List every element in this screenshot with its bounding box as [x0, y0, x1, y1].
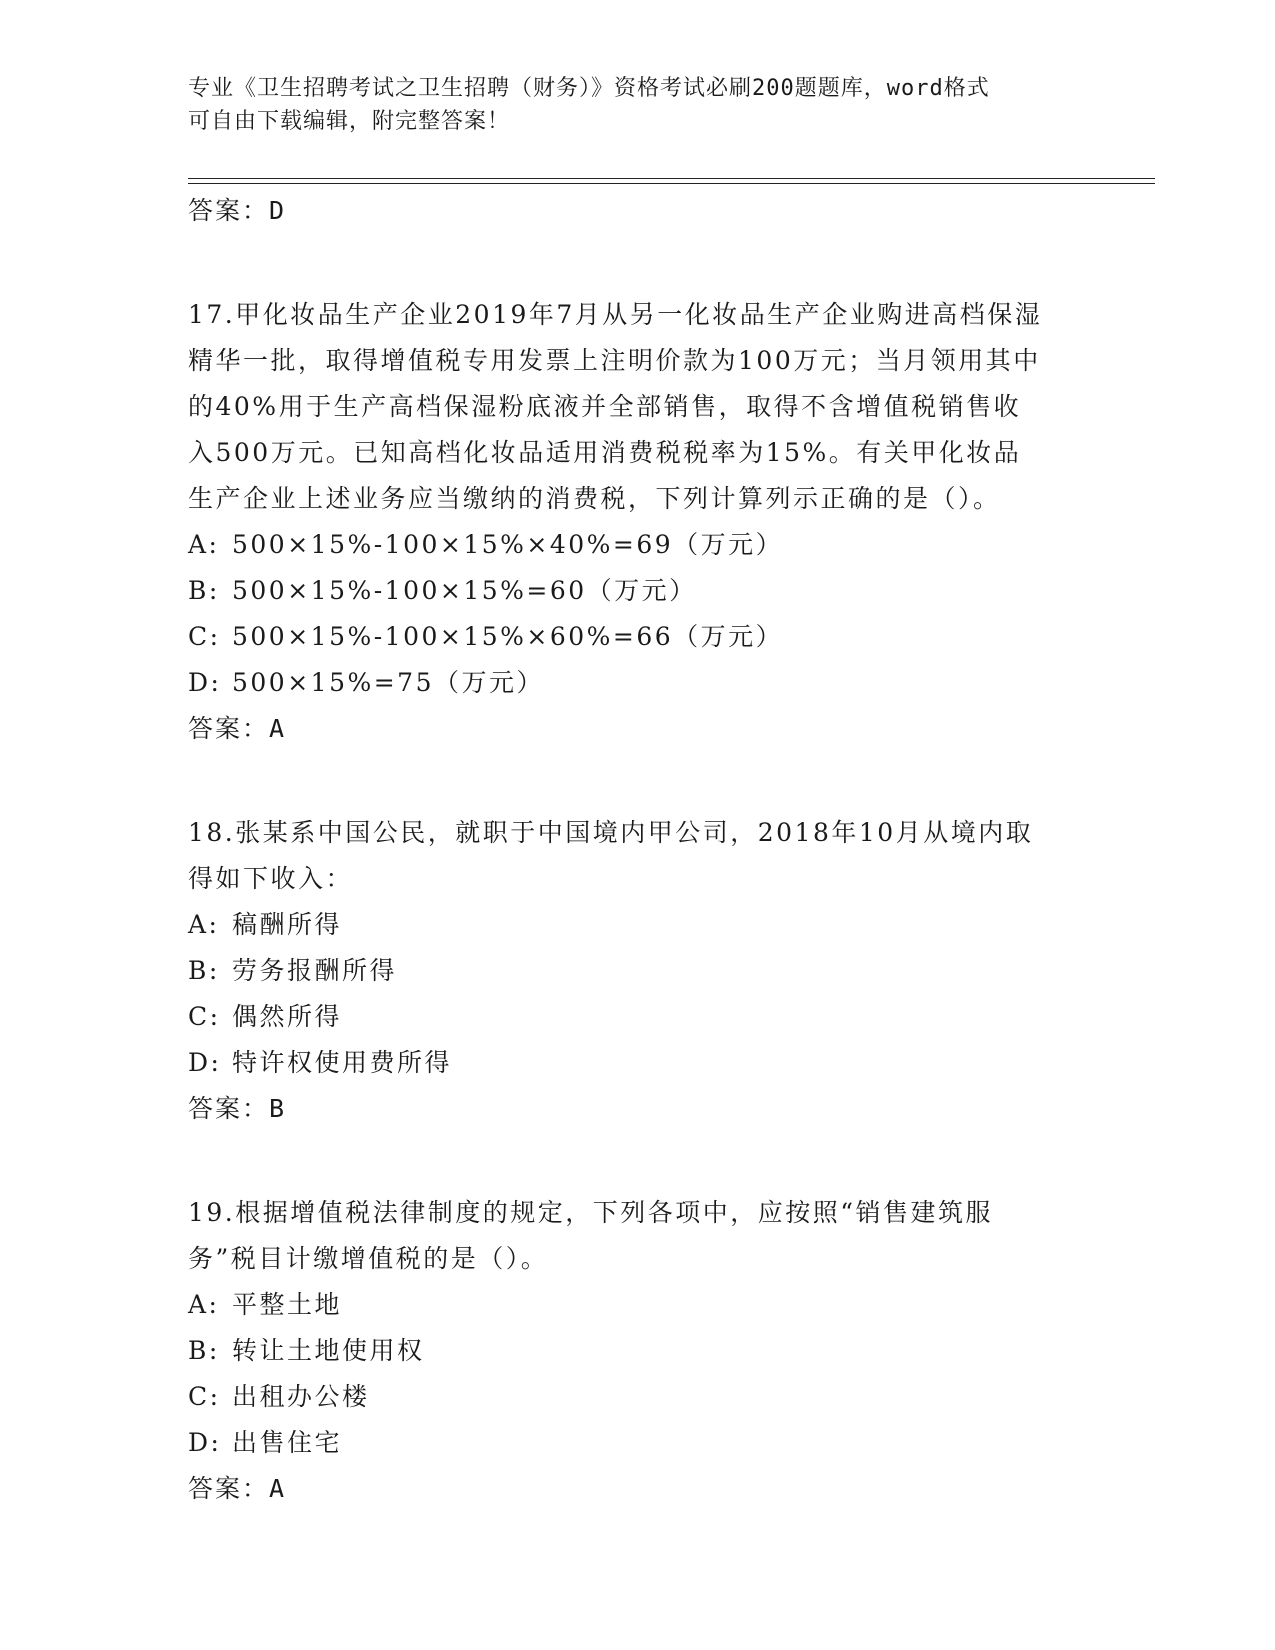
option-key: C:	[188, 622, 221, 651]
question-18	[188, 810, 1088, 1132]
header-line-2: 可自由下载编辑，附完整答案！	[188, 109, 511, 134]
option-d	[188, 660, 1088, 706]
option-key: C:	[188, 1002, 221, 1031]
option-text: 偶然所得	[232, 1002, 343, 1031]
option-key: B:	[188, 956, 220, 985]
option-key: D:	[188, 668, 222, 697]
option-text: 500×15%-100×15%×60%=66（万元）	[232, 622, 784, 651]
answer-line: 答案：B	[188, 1094, 287, 1123]
previous-answer: 答案：D	[188, 196, 287, 225]
option-b	[188, 1328, 1088, 1374]
question-content	[188, 188, 1088, 1512]
question-17	[188, 292, 1088, 752]
option-text: 特许权使用费所得	[232, 1048, 453, 1077]
question-19	[188, 1190, 1088, 1512]
document-header	[188, 72, 1088, 138]
option-text: 平整土地	[232, 1290, 343, 1319]
question-text: 17.甲化妆品生产企业2019年7月从另一化妆品生产企业购进高档保湿精华一批，取得增值税专用发票上注明价款为100万元；当月领用其中的40%用于生产高档保湿粉底液并全部销售，取得不含增值税销售收入500万元。已知高档化妆品适用消费税税率为15%。有关甲化妆品生产企业上述业务应当缴纳的消费税，下列计算列示正确的是（）。	[188, 300, 1043, 513]
option-a	[188, 902, 1088, 948]
option-key: A:	[188, 910, 220, 939]
option-key: D:	[188, 1428, 222, 1457]
option-key: C:	[188, 1382, 221, 1411]
option-c	[188, 614, 1088, 660]
header-divider-bottom	[188, 183, 1155, 184]
option-key: D:	[188, 1048, 222, 1077]
option-text: 500×15%=75（万元）	[232, 668, 544, 697]
option-d	[188, 1420, 1088, 1466]
header-divider-top	[188, 178, 1155, 179]
option-key: A:	[188, 530, 220, 559]
option-d	[188, 1040, 1088, 1086]
option-text: 出售住宅	[232, 1428, 343, 1457]
option-text: 500×15%-100×15%=60（万元）	[232, 576, 697, 605]
option-key: B:	[188, 576, 220, 605]
question-text: 19.根据增值税法律制度的规定，下列各项中，应按照“销售建筑服务”税目计缴增值税的是（）。	[188, 1198, 994, 1273]
option-text: 劳务报酬所得	[232, 956, 398, 985]
option-key: B:	[188, 1336, 220, 1365]
option-c	[188, 994, 1088, 1040]
option-b	[188, 568, 1088, 614]
option-a	[188, 1282, 1088, 1328]
option-text: 出租办公楼	[232, 1382, 370, 1411]
option-key: A:	[188, 1290, 220, 1319]
option-c	[188, 1374, 1088, 1420]
option-text: 转让土地使用权	[232, 1336, 425, 1365]
question-text: 18.张某系中国公民，就职于中国境内甲公司，2018年10月从境内取得如下收入：	[188, 818, 1034, 893]
answer-line: 答案：A	[188, 714, 287, 743]
header-line-1: 专业《卫生招聘考试之卫生招聘（财务）》资格考试必刷200题题库，word格式	[188, 76, 990, 101]
option-text: 500×15%-100×15%×40%=69（万元）	[232, 530, 784, 559]
answer-line: 答案：A	[188, 1474, 287, 1503]
option-b	[188, 948, 1088, 994]
option-a	[188, 522, 1088, 568]
option-text: 稿酬所得	[232, 910, 343, 939]
